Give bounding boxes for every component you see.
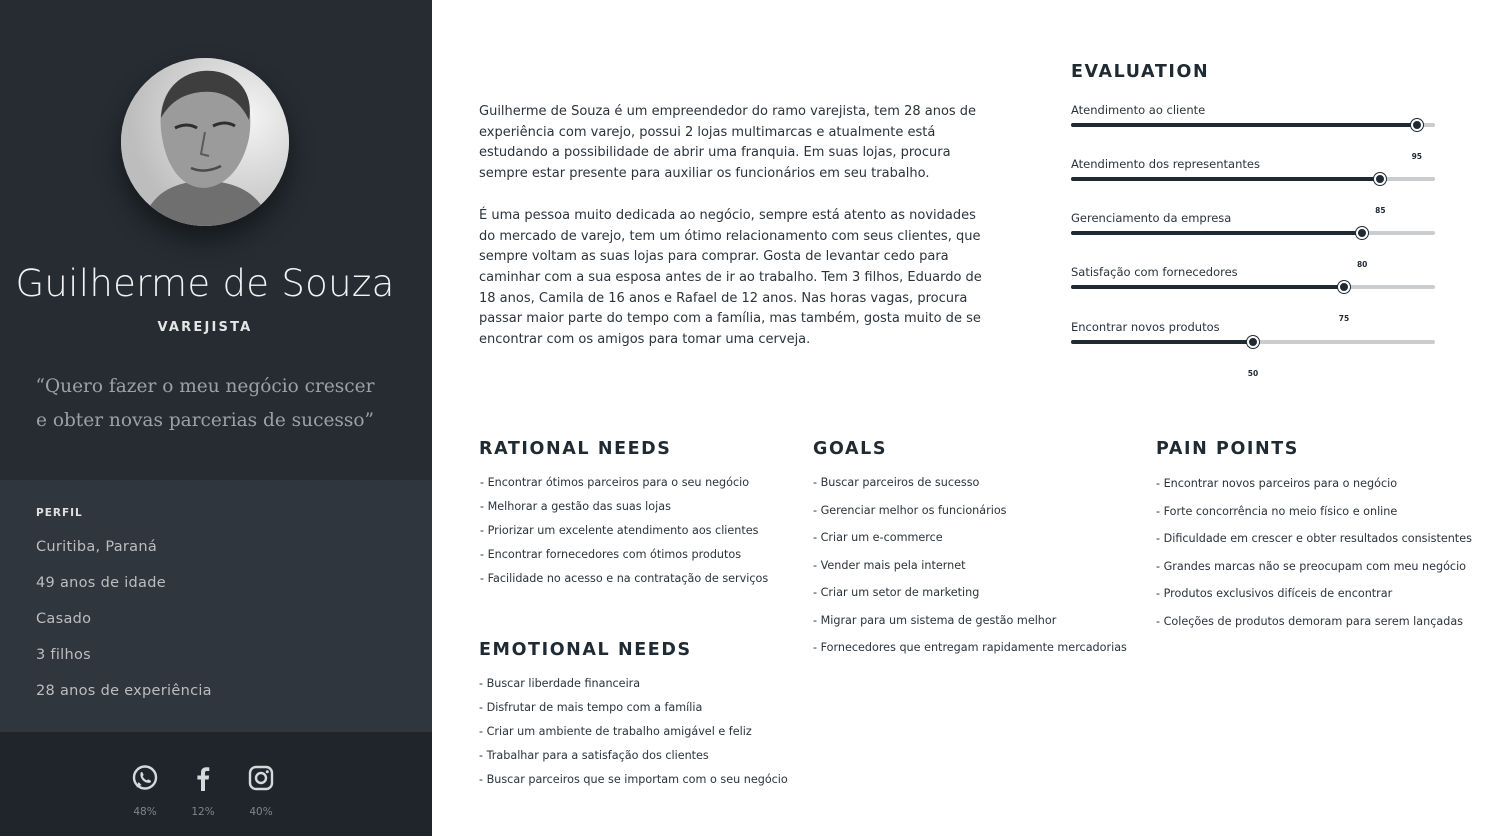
list-item: - Criar um e-commerce <box>813 531 943 544</box>
list-item: - Dificuldade em crescer e obter resultados consistentes <box>1156 532 1472 545</box>
goals-heading: GOALS <box>813 439 888 459</box>
list-item: - Coleções de produtos demoram para serem lançadas <box>1156 614 1464 628</box>
emotional-needs-list <box>479 677 788 797</box>
bio-paragraph: É uma pessoa muito dedicada ao negócio, sempre está atento as novidades do mercado de varejo, tem um ótimo relacionamento com seus clientes, que sempre voltam as suas lojas para comprar. Gosta de levantar cedo para caminhar com a sua esposa antes de ir ao trabalho. Tem 3 filhos, Eduardo de 18 anos, Camila de 16 anos e Rafael de 12 anos. Nas horas vagas, procura passar maior parte do tempo com a família, mas também, gosta muito de se encontrar com os amigos para tomar uma cerveja. <box>479 207 982 348</box>
evaluation-slider <box>1071 340 1435 378</box>
list-item: - Criar um setor de marketing <box>813 586 980 599</box>
perfil-item-experience: 28 anos de experiência <box>36 683 212 699</box>
evaluation-fill <box>1071 285 1344 289</box>
social-stats <box>0 732 432 836</box>
list-item: - Buscar liberdade financeira <box>479 677 641 690</box>
evaluation-knob <box>1374 173 1386 185</box>
evaluation-item <box>1071 103 1435 161</box>
list-item: - Trabalhar para a satisfação dos clientes <box>479 749 709 762</box>
perfil-item-location: Curitiba, Paraná <box>36 539 158 555</box>
list-item: - Vender mais pela internet <box>813 558 966 572</box>
list-item: - Forte concorrência no meio físico e online <box>1156 504 1398 518</box>
list-item: - Migrar para um sistema de gestão melhor <box>813 613 1057 627</box>
evaluation-knob <box>1338 281 1350 293</box>
list-item: - Grandes marcas não se preocupam com meu negócio <box>1156 559 1467 573</box>
persona-role: VAREJISTA <box>157 320 253 335</box>
persona-quote: “Quero fazer o meu negócio crescer e obter novas parcerias de sucesso” <box>35 376 375 431</box>
evaluation-item <box>1071 157 1435 215</box>
facebook-percent: 12% <box>191 806 215 818</box>
whatsapp-icon <box>131 764 159 792</box>
social-facebook[interactable] <box>183 764 223 818</box>
list-item: - Gerenciar melhor os funcionários <box>813 503 1007 517</box>
perfil-list <box>36 539 212 719</box>
list-item: - Disfrutar de mais tempo com a família <box>479 701 703 714</box>
perfil-item-children: 3 filhos <box>36 647 92 663</box>
evaluation-label: Encontrar novos produtos <box>1071 320 1220 334</box>
avatar <box>121 58 289 226</box>
list-item: - Fornecedores que entregam rapidamente mercadorias <box>813 641 1127 654</box>
profile-sidebar <box>0 0 432 836</box>
evaluation-label: Satisfação com fornecedores <box>1071 265 1238 279</box>
avatar-photo <box>121 58 289 226</box>
emotional-needs-heading: EMOTIONAL NEEDS <box>479 640 692 660</box>
bio-paragraph: Guilherme de Souza é um empreendedor do ramo varejista, tem 28 anos de experiência com varejo, possui 2 lojas multimarcas e atualmente está estudando a possibilidade de abrir uma franquia. Em suas lojas, procura sempre estar presente para auxiliar os funcionários em seu trabalho. <box>479 104 977 182</box>
evaluation-item <box>1071 265 1435 323</box>
instagram-icon <box>247 764 275 792</box>
evaluation-fill <box>1071 340 1253 344</box>
facebook-icon <box>189 764 217 792</box>
list-item: - Buscar parceiros que se importam com o seu negócio <box>479 773 788 786</box>
social-instagram[interactable] <box>241 764 281 818</box>
evaluation-label: Atendimento ao cliente <box>1071 103 1206 117</box>
evaluation-slider <box>1071 123 1435 161</box>
list-item: - Melhorar a gestão das suas lojas <box>480 500 671 513</box>
evaluation-value: 80 <box>1356 260 1368 269</box>
persona-bio <box>479 102 989 351</box>
list-item: - Criar um ambiente de trabalho amigável e feliz <box>479 725 752 738</box>
perfil-item-age: 49 anos de idade <box>36 575 166 591</box>
list-item: - Priorizar um excelente atendimento aos clientes <box>480 524 759 537</box>
evaluation-value: 75 <box>1338 314 1350 323</box>
list-item: - Produtos exclusivos difíceis de encontrar <box>1156 587 1393 600</box>
pain-points-list <box>1156 477 1472 642</box>
evaluation-fill <box>1071 123 1417 127</box>
evaluation-label: Atendimento dos representantes <box>1071 157 1260 171</box>
evaluation-slider <box>1071 231 1435 269</box>
evaluation-item <box>1071 211 1435 269</box>
evaluation-heading: EVALUATION <box>1071 62 1210 82</box>
evaluation-knob <box>1247 336 1259 348</box>
evaluation-label: Gerenciamento da empresa <box>1071 211 1232 225</box>
list-item: - Encontrar ótimos parceiros para o seu negócio <box>480 476 750 489</box>
social-whatsapp[interactable] <box>125 764 165 818</box>
instagram-percent: 40% <box>249 806 273 818</box>
whatsapp-percent: 48% <box>133 806 157 818</box>
evaluation-value: 95 <box>1411 152 1423 161</box>
perfil-item-marital-status: Casado <box>36 611 92 627</box>
list-item: - Encontrar fornecedores com ótimos produtos <box>480 548 742 561</box>
perfil-heading: PERFIL <box>36 507 83 519</box>
rational-needs-heading: RATIONAL NEEDS <box>479 439 672 459</box>
evaluation-slider <box>1071 177 1435 215</box>
evaluation-fill <box>1071 231 1362 235</box>
evaluation-item <box>1071 320 1435 378</box>
evaluation-knob <box>1356 227 1368 239</box>
evaluation-value: 85 <box>1375 206 1386 215</box>
list-item: - Encontrar novos parceiros para o negócio <box>1156 477 1398 490</box>
list-item: - Facilidade no acesso e na contratação de serviços <box>480 572 769 585</box>
evaluation-slider <box>1071 285 1435 323</box>
evaluation-fill <box>1071 177 1380 181</box>
pain-points-heading: PAIN POINTS <box>1156 439 1300 459</box>
list-item: - Buscar parceiros de sucesso <box>813 476 980 489</box>
evaluation-knob <box>1411 119 1423 131</box>
rational-needs-list <box>480 476 768 596</box>
profile-details <box>0 480 432 732</box>
persona-name: Guilherme de Souza <box>15 262 395 305</box>
profile-header <box>0 0 432 480</box>
evaluation-value: 50 <box>1247 369 1259 378</box>
goals-list <box>813 476 1127 669</box>
